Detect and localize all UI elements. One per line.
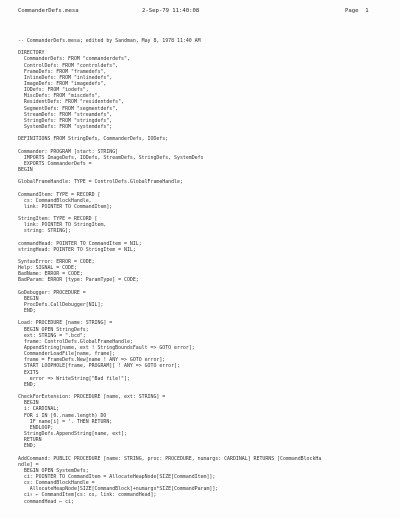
code-line: BEGIN OPEN StringDefs; [18, 326, 89, 333]
code-line: cs: CommandBlockHandle, [18, 197, 92, 204]
code-line: SyntaxError: ERROR = CODE; [18, 259, 95, 266]
code-line: DEFINITIONS FROM StringDefs, CommanderDefs, IODefs; [18, 136, 169, 143]
code-line: CommandItem: TYPE = RECORD [ [18, 191, 101, 198]
code-line: ProcDefs.CallDebugger[NIL]; [18, 302, 104, 309]
code-line: EXPORTS CommanderDefs = [18, 160, 92, 167]
code-line: FOR i IN [0..name.length) DO [18, 412, 107, 419]
code-line: IODefs: FROM "iodefs", [18, 87, 89, 94]
listing-filename: CommanderDefs.mesa [18, 8, 79, 14]
code-line: IMPORTS ImageDefs, IODefs, StreamDefs, StringDefs, SystemDefs [18, 154, 204, 161]
code-line: commandHead: POINTER TO CommandItem = NIL; [18, 240, 142, 247]
code-line: string: STRING]; [18, 228, 71, 235]
code-line: AddCommand: PUBLIC PROCEDURE [name: STRING, proc: PROCEDURE, numargs: CARDINAL] RETURNS [CommandBlockHa [18, 455, 322, 462]
code-line: ControlDefs: FROM "controldefs", [18, 62, 119, 69]
page-number: 1 [365, 8, 369, 14]
code-line: FrameDefs: FROM "framedefs", [18, 68, 107, 75]
source-listing [18, 38, 390, 505]
code-line: commandHead ← ci; [18, 498, 74, 505]
code-line: AllocateHeapNode[SIZE[CommandBlock]+numargs*SIZE[CommandParam]]; [18, 486, 219, 493]
code-line: ImageDefs: FROM "imagedefs", [18, 80, 107, 87]
code-line: frame = FrameDefs.New[name ! ANY => GOTO error]; [18, 357, 166, 364]
code-line: SegmentDefs: FROM "segmentdefs", [18, 105, 119, 112]
code-line: ENDLOOP; [18, 424, 54, 431]
code-line: SystemDefs: FROM "systemdefs"; [18, 123, 113, 130]
code-line: START LOOPHOLE[frame, PROGRAM][ ! ANY => GOTO error]; [18, 363, 180, 370]
code-line: ci: POINTER TO CommandItem = AllocateHeapNode[SIZE[CommandItem]]; [18, 473, 216, 480]
code-line: StringDefs: FROM "stringdefs", [18, 117, 113, 124]
code-line: link: POINTER TO CommandItem]; [18, 203, 113, 210]
code-line: InlineDefs: FROM "inlinedefs", [18, 74, 113, 81]
code-line: ResidentDefs: FROM "residentdefs", [18, 99, 124, 106]
code-line: StringDefs.AppendString[name, ext]; [18, 431, 127, 437]
code-line: END; [18, 308, 36, 315]
code-line: Load: PROCEDURE [name: STRING] = [18, 320, 113, 327]
page-label: Page [345, 8, 359, 14]
code-line: BEGIN [18, 166, 33, 173]
listing-page-number [345, 8, 369, 15]
code-line: END; [18, 381, 36, 388]
code-line: stringHead: POINTER TO StringItem = NIL; [18, 246, 136, 253]
code-line: ci↑ ← CommandItem[cs: cs, link: commandHead]; [18, 492, 157, 499]
code-line: GlobalFrameHandle: TYPE = ControlDefs.GlobalFrameHandle; [18, 179, 183, 186]
code-line: Help: SIGNAL = CODE; [18, 265, 77, 272]
code-line: BadName: ERROR = CODE; [18, 271, 83, 278]
code-line: RETURN [18, 437, 42, 444]
code-line: link: POINTER TO StringItem, [18, 222, 107, 229]
code-line: -- CommanderDefs.mesa; edited by Sandman, May 8, 1978 11:40 AM [18, 38, 201, 44]
code-line: error => WriteString["Bad file!"]; [18, 375, 130, 382]
code-line: BEGIN [18, 295, 39, 302]
listing-datetime: 2-Sep-79 11:40:08 [142, 8, 200, 14]
code-line: ndle] = [18, 461, 39, 468]
code-line: CheckForExtension: PROCEDURE [name, ext: STRING] = [18, 394, 166, 401]
code-line: GoDebugger: PROCEDURE = [18, 289, 86, 296]
code-line: StringItem: TYPE = RECORD [ [18, 216, 98, 223]
code-line: cs: CommandBlockHandle = [18, 480, 95, 487]
code-line: StreamDefs: FROM "streamdefs", [18, 111, 113, 118]
code-line: DIRECTORY [18, 50, 45, 57]
code-line: IF name[i] = '. THEN RETURN; [18, 418, 113, 425]
code-line: frame: ControlDefs.GlobalFrameHandle; [18, 338, 133, 345]
code-line: BEGIN OPEN SystemDefs; [18, 467, 89, 474]
code-line: EXITS [18, 369, 39, 376]
code-line: i: CARDINAL; [18, 406, 60, 413]
code-line: END; [18, 443, 36, 450]
code-line: ext: STRING = ".bcd"; [18, 332, 86, 339]
code-line: CommanderLoadFile[name, frame]; [18, 351, 116, 358]
code-line: BEGIN [18, 400, 39, 407]
code-line: Commander: PROGRAM [start: STRING] [18, 148, 119, 155]
code-line: CommanderDefs: FROM "commanderdefs", [18, 56, 130, 63]
code-line: BadParam: ERROR [type: ParamType] = CODE; [18, 277, 139, 284]
code-line: MiscDefs: FROM "miscdefs", [18, 93, 101, 100]
code-line: AppendString[name, ext ! StringBoundsFault => GOTO error]; [18, 345, 195, 352]
